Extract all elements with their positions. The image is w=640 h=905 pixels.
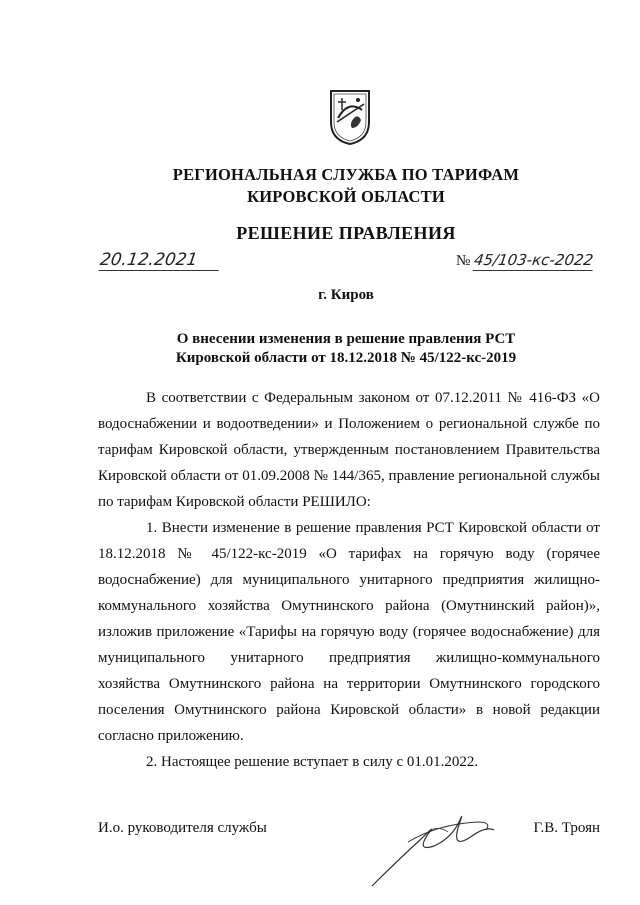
city: г. Киров (318, 287, 374, 303)
kirov-oblast-emblem-icon (328, 88, 372, 146)
intro-paragraph: В соответствии с Федеральным законом от 07.12.2011 № 416-ФЗ «О водоснабжении и водоотведении» и Положением о региональной службе по тарифам Кировской области, утвержденным постановлением Правительства Кировской области от 01.09.2008 № 144/365, правление региональной службы по тарифам Кировской области РЕШИЛО: (98, 390, 600, 510)
org-name-line1: РЕГИОНАЛЬНАЯ СЛУЖБА ПО ТАРИФАМ (172, 165, 520, 184)
decision-number: 45/103-кс-2022 (473, 251, 595, 269)
item-1-paragraph: 1. Внести изменение в решение правления РСТ Кировской области от 18.12.2018 № 45/122-кс-2019 «О тарифах на горячую воду (горячее водоснабжение) для муниципального унитарного предприятия жилищно-коммунального хозяйства Омутнинского района (Омутнинский район)», изложив приложение «Тарифы на горячую воду (горячее водоснабжение) для муниципального унитарного предприятия жилищно-коммунального хозяйства Омутнинского района на территории Омутнинского городского поселения Омутнинского района Кировской области» в новой редакции согласно приложению. (98, 520, 600, 744)
org-name-line2: КИРОВСКОЙ ОБЛАСТИ (247, 187, 445, 206)
subject-line1: О внесении изменения в решение правления РСТ (176, 331, 516, 347)
number-sign: № (456, 253, 471, 269)
decision-number-field (456, 250, 606, 270)
signer-role: И.о. руководителя службы (98, 820, 267, 836)
handwritten-signature-icon (368, 800, 508, 890)
decision-title: РЕШЕНИЕ ПРАВЛЕНИЯ (236, 223, 456, 243)
decision-date: 20.12.2021 (99, 250, 222, 271)
decision-body (98, 385, 600, 775)
item-2-paragraph: 2. Настоящее решение вступает в силу с 01.01.2022. (146, 754, 479, 770)
subject-line2: Кировской области от 18.12.2018 № 45/122-кс-2019 (175, 350, 517, 366)
decision-subject (26, 330, 640, 368)
signer-name: Г.В. Троян (533, 820, 600, 836)
